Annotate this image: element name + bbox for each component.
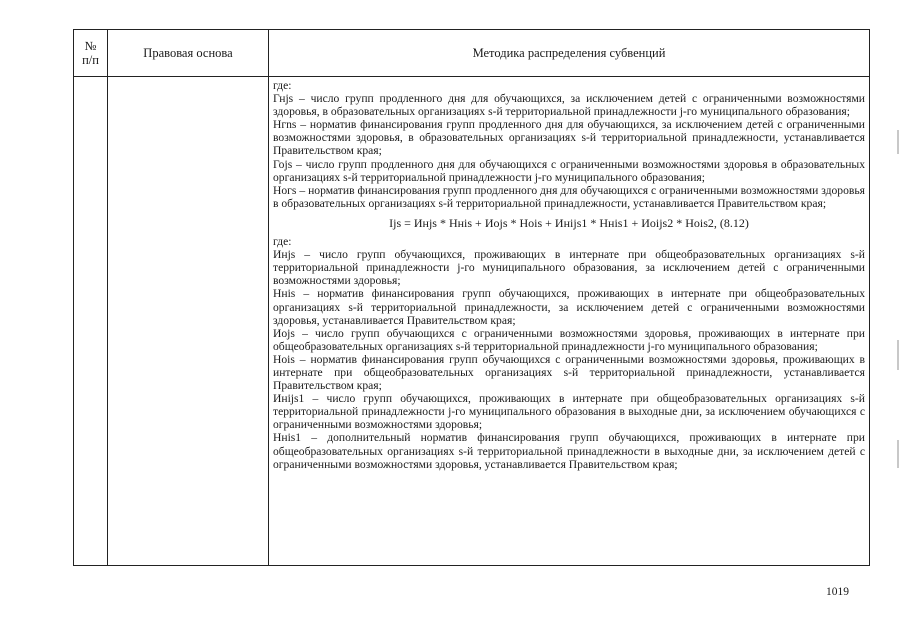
- header-number: [74, 30, 108, 77]
- definition-paragraph: Иоjs – число групп обучающихся с ограниченными возможностями здоровья, проживающих в интернате при общеобразовательных организациях s-й территориальной принадлежности j-го муниципального образования;: [273, 326, 865, 353]
- definition-paragraph: Ннis1 – дополнительный норматив финансирования групп обучающихся, проживающих в интернате при общеобразовательных организациях s-й территориальной принадлежности в выходные дни, за исключением детей с ограниченными возможностями здоровья, устанавливается Правительством края;: [273, 431, 865, 471]
- methodology-table: [73, 29, 870, 566]
- header-methodology: Методика распределения субвенций: [269, 30, 870, 77]
- definition-paragraph: где:: [273, 79, 292, 92]
- definition-paragraph: Инijs1 – число групп обучающихся, проживающих в интернате при общеобразовательных организациях s-й территориальной принадлежности j-го муниципального образования в выходные дни, за исключением обучающихся с ограниченными возможностями здоровья;: [273, 392, 865, 432]
- definition-paragraph: Ногs – норматив финансирования групп продленного дня для обучающихся с ограниченными возможностями здоровья в образовательных организациях s-й территориальной принадлежности, устанавливается Правительством края;: [273, 183, 865, 210]
- page-number: 1019: [826, 586, 849, 598]
- cell-methodology: [269, 77, 870, 566]
- header-legal-basis: Правовая основа: [108, 30, 269, 77]
- scan-edge-mark: [897, 440, 899, 468]
- definition-paragraph: Гнjs – число групп продленного дня для обучающихся, за исключением детей с ограниченными возможностями здоровья, в образовательных организациях s-й территориальной принадлежности j-го муниципального образования;: [273, 92, 865, 119]
- cell-number: [74, 77, 108, 566]
- definition-paragraph: Гоjs – число групп продленного дня для обучающихся с ограниченными возможностями здоровья в образовательных организациях s-й территориальной принадлежности j-го муниципального образования;: [273, 157, 866, 184]
- formula: Ijs = Инjs * Ннis + Иоjs * Ноis + Инijs1 * Ннis1 + Иоijs2 * Ноis2, (8.12): [389, 215, 749, 230]
- definition-paragraph: Нгns – норматив финансирования групп продленного дня для обучающихся, за исключением детей с ограниченными возможностями здоровья, в образовательных организациях s-й территориальной принадлежности, устанавливается Правительством края;: [273, 118, 865, 158]
- scan-edge-mark: [897, 130, 899, 154]
- header-number-symbol: №: [84, 39, 97, 53]
- definition-paragraph: Инjs – число групп обучающихся, проживающих в интернате при общеобразовательных организациях s-й территориальной принадлежности j-го муниципального образования, за исключением детей с ограниченными возможностями здоровья;: [273, 248, 865, 288]
- table-header-row: [74, 30, 870, 77]
- header-number-abbr: п/п: [82, 53, 99, 67]
- cell-legal-basis: [108, 77, 269, 566]
- definition-paragraph: Ноis – норматив финансирования групп обучающихся с ограниченными возможностями здоровья, проживающих в интернате при общеобразовательных организациях s-й территориальной принадлежности, устанавливается Правительством края;: [273, 352, 865, 393]
- table-row: [74, 77, 870, 566]
- definition-paragraph: Ннis – норматив финансирования групп обучающихся, проживающих в интернате при общеобразовательных организациях s-й территориальной принадлежности, за исключением детей с ограниченными возможностями здоровья, устанавливается Правительством края;: [273, 287, 865, 327]
- scan-edge-mark: [897, 340, 899, 370]
- definition-paragraph: где:: [273, 235, 292, 249]
